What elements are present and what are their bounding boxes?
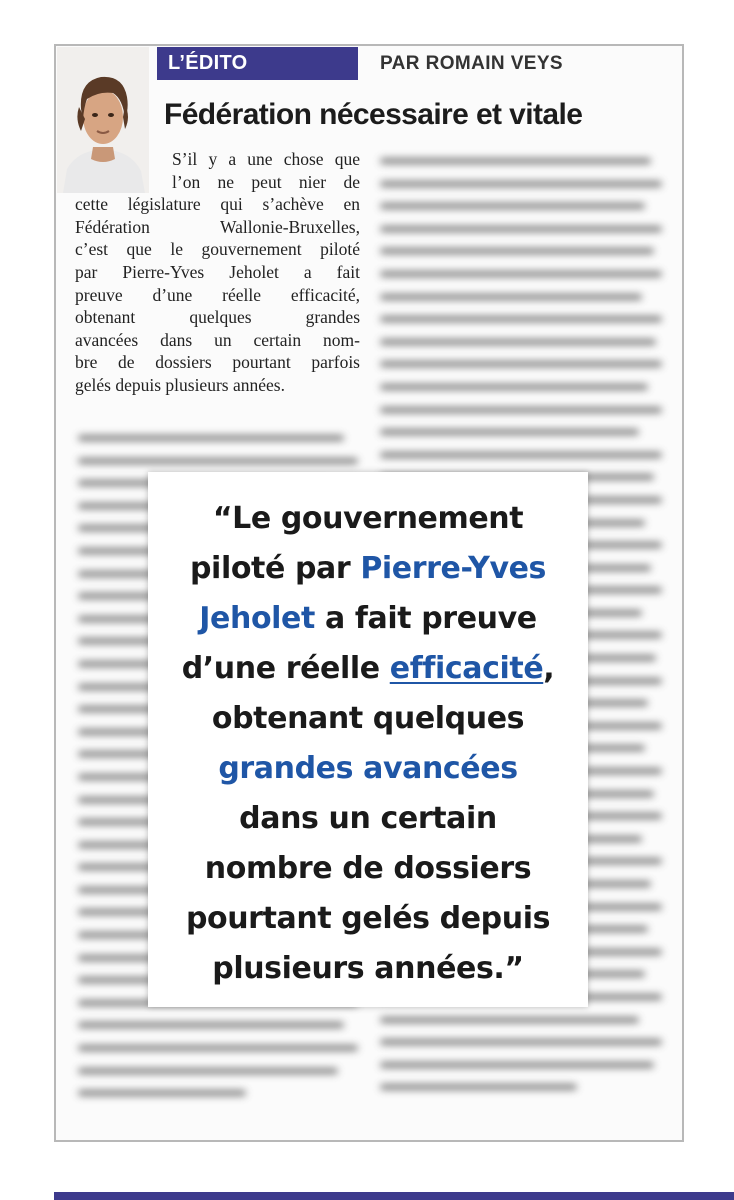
quote-line: obtenant quelques xyxy=(211,701,525,736)
pull-quote xyxy=(148,494,588,994)
lead-line: bre de dossiers pourtant parfois xyxy=(75,352,360,373)
lead-line: obtenant quelques grandes xyxy=(75,307,360,328)
section-label: L’ÉDITO xyxy=(157,47,358,80)
lead-line: c’est que le gouvernement piloté xyxy=(75,239,360,260)
lead-line: l’on ne peut nier de xyxy=(172,171,360,192)
lead-line: preuve d’une réelle efficacité, xyxy=(75,284,360,305)
quote-text: a fait preuve xyxy=(314,601,537,636)
quote-text: , xyxy=(543,651,555,686)
quote-line: plusieurs années.” xyxy=(212,951,524,986)
quote-highlight: Jeholet xyxy=(199,601,315,636)
author-byline: PAR ROMAIN VEYS xyxy=(380,53,564,74)
pull-quote-box xyxy=(148,472,588,1007)
lead-line: gelés depuis plusieurs années. xyxy=(75,374,285,395)
article-lead xyxy=(75,148,360,397)
quote-line: pourtant gelés depuis xyxy=(185,901,551,936)
quote-line xyxy=(148,594,588,644)
lead-line: par Pierre-Yves Jeholet a fait xyxy=(75,261,360,282)
lead-line: S’il y a une chose que xyxy=(172,149,360,169)
quote-line xyxy=(148,544,588,594)
lead-line: Fédération Wallonie-Bruxelles, xyxy=(75,216,360,237)
lead-line: cette législature qui s’achève en xyxy=(75,194,360,215)
quote-text: d’une réelle xyxy=(181,651,390,686)
quote-text: piloté par xyxy=(189,551,361,586)
bottom-rule xyxy=(54,1192,734,1200)
quote-highlight-line: grandes avancées xyxy=(218,751,518,786)
article-headline: Fédération nécessaire et vitale xyxy=(164,98,583,131)
quote-highlight: Pierre-Yves xyxy=(360,551,547,586)
quote-line: dans un certain xyxy=(239,801,497,836)
quote-line: “Le gouvernement xyxy=(212,501,524,536)
quote-line: nombre de dossiers xyxy=(204,851,532,886)
lead-line: avancées dans un certain nom- xyxy=(75,329,360,350)
quote-line xyxy=(148,644,588,694)
quote-underline-highlight: efficacité xyxy=(389,651,544,686)
